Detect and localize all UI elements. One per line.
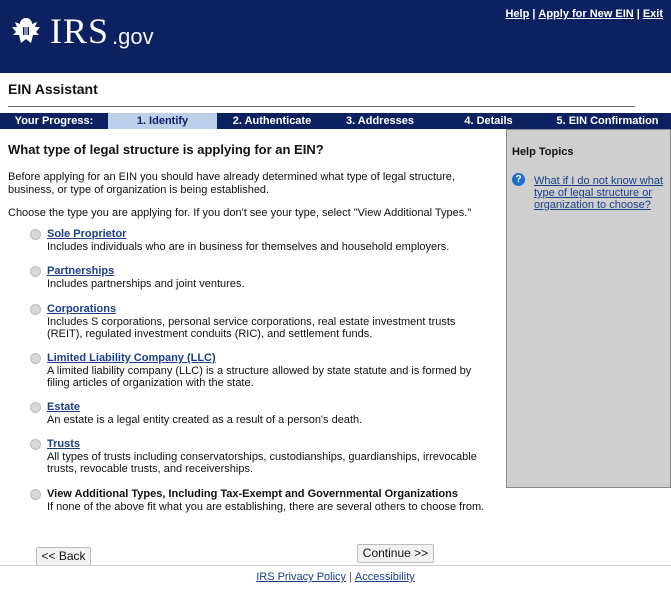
radio-estate[interactable] (30, 402, 41, 413)
progress-bar (0, 113, 671, 129)
radio-additional-types[interactable] (30, 489, 41, 500)
radio-sole-proprietor[interactable] (30, 229, 41, 240)
help-link[interactable]: Help (505, 8, 530, 20)
radio-trusts[interactable] (30, 439, 41, 450)
logo-suffix: .gov (112, 24, 154, 49)
logo-text: IRS (50, 11, 110, 51)
option-sole-proprietor[interactable] (30, 228, 492, 253)
option-partnerships[interactable] (30, 265, 492, 290)
option-corporations[interactable] (30, 303, 492, 340)
question-icon: ? (512, 173, 525, 186)
option-description: Includes partnerships and joint ventures. (47, 278, 245, 290)
option-description: An estate is a legal entity created as a result of a person's death. (47, 414, 363, 426)
exit-link[interactable]: Exit (642, 8, 663, 20)
intro-text: Before applying for an EIN you should have already determined what type of legal structure, business, or type of organization is being established. (8, 171, 455, 196)
option-label[interactable]: Trusts (47, 438, 81, 450)
option-label[interactable]: Sole Proprietor (47, 228, 127, 240)
option-label[interactable]: View Additional Types, Including Tax-Exempt and Governmental Organizations (47, 488, 458, 500)
option-description: All types of trusts including conservatorships, custodianships, guardianships, irrevocable trusts, revocable trusts, and receiverships. (47, 451, 477, 475)
progress-step-ein-confirmation: 5. EIN Confirmation (556, 115, 659, 127)
progress-step-authenticate: 2. Authenticate (232, 115, 312, 127)
footer-divider (0, 565, 671, 566)
irs-logo[interactable] (8, 10, 154, 52)
option-label[interactable]: Partnerships (47, 265, 115, 277)
option-trusts[interactable] (30, 438, 492, 475)
help-topics-panel (506, 129, 671, 488)
choose-instruction: Choose the type you are applying for. If you don't see your type, select "View Additional Types." (8, 207, 472, 219)
eagle-logo-icon (8, 13, 44, 49)
progress-step-addresses: 3. Addresses (345, 115, 415, 127)
accessibility-link[interactable]: Accessibility (354, 571, 415, 583)
option-description: Includes individuals who are in business for themselves and household employers. (47, 241, 450, 253)
back-button[interactable]: << Back (36, 547, 91, 566)
title-divider (8, 106, 635, 107)
continue-button[interactable]: Continue >> (357, 544, 434, 563)
option-description: A limited liability company (LLC) is a structure allowed by state statute and is formed by filing articles of organization with the state. (47, 365, 472, 389)
option-estate[interactable] (30, 401, 492, 426)
privacy-policy-link[interactable]: IRS Privacy Policy (256, 571, 347, 583)
help-topics-title: Help Topics (512, 146, 574, 158)
link-separator: | (636, 8, 640, 20)
option-label[interactable]: Corporations (47, 303, 117, 315)
option-llc[interactable] (30, 352, 492, 389)
option-label[interactable]: Limited Liability Company (LLC) (47, 352, 216, 364)
help-topic-link[interactable]: What if I do not know what type of legal structure or organization to choose? (534, 175, 664, 211)
header-links (505, 8, 663, 20)
main-content (8, 142, 500, 231)
option-description: Includes S corporations, personal service corporations, real estate investment trusts (REIT), regulated investment conduits (RIC), and settlement funds. (47, 316, 456, 340)
page-title: EIN Assistant (8, 81, 98, 97)
option-description: If none of the above fit what you are establishing, there are several others to choose from. (47, 501, 485, 513)
footer (0, 571, 671, 583)
option-label[interactable]: Estate (47, 401, 81, 413)
radio-llc[interactable] (30, 353, 41, 364)
progress-step-details: 4. Details (464, 115, 513, 127)
apply-new-ein-link[interactable]: Apply for New EIN (538, 8, 634, 20)
site-header (0, 0, 671, 73)
link-separator: | (532, 8, 536, 20)
question-heading: What type of legal structure is applying for an EIN? (8, 142, 324, 157)
radio-partnerships[interactable] (30, 266, 41, 277)
link-separator: | (349, 571, 352, 583)
option-additional-types[interactable] (30, 488, 492, 513)
progress-step-identify: 1. Identify (108, 113, 217, 129)
progress-label: Your Progress: (14, 115, 94, 127)
radio-corporations[interactable] (30, 304, 41, 315)
